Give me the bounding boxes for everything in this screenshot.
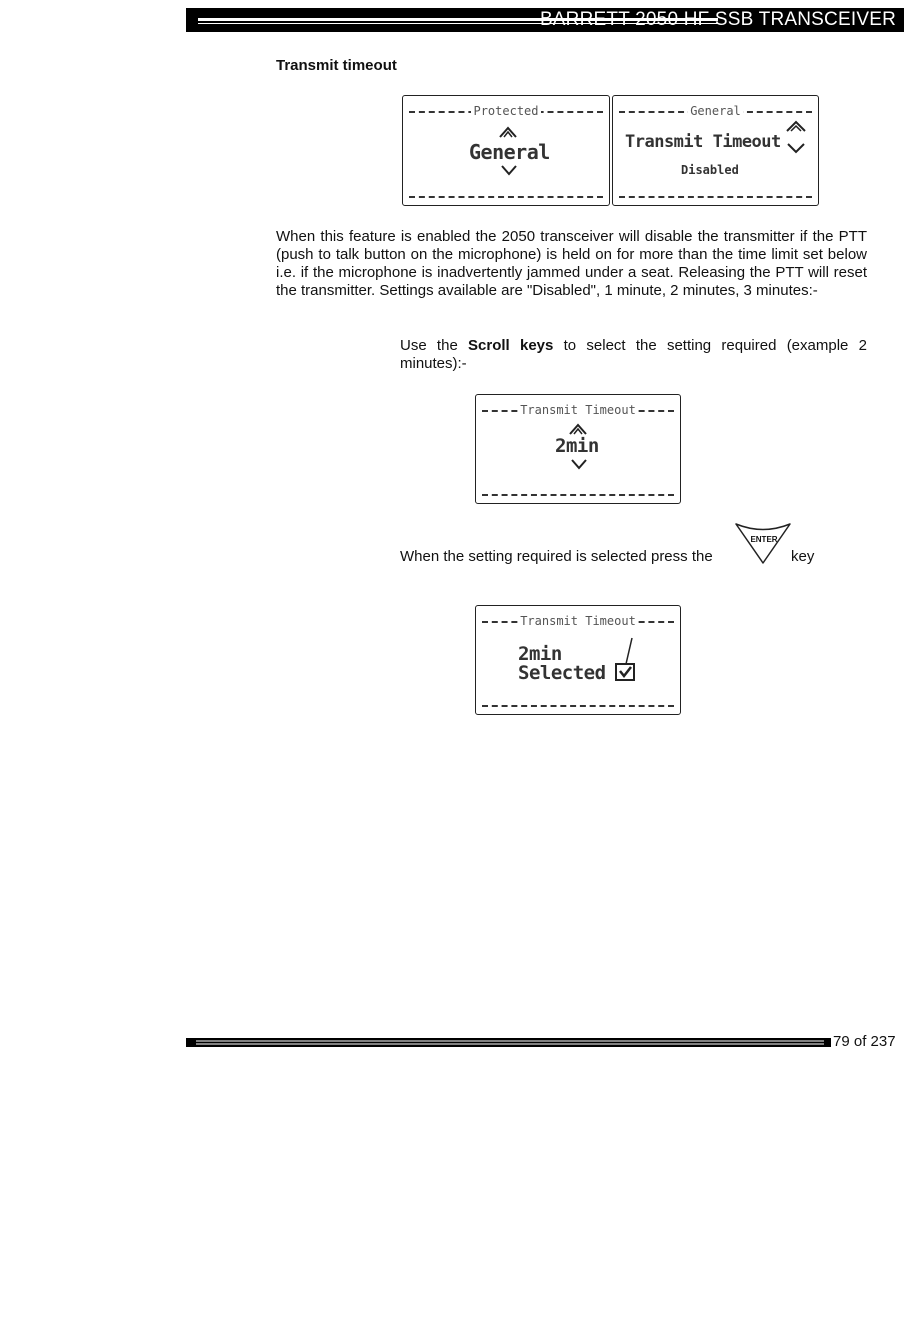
press-enter-text: When the setting required is selected press the xyxy=(400,548,713,565)
scroll-keys-label: Scroll keys xyxy=(468,337,554,354)
lcd-general-label: General xyxy=(690,104,741,118)
lcd-protected-label: Protected xyxy=(473,104,539,118)
checkmark-icon xyxy=(612,636,638,684)
scroll-down-icon xyxy=(501,165,517,176)
scroll-up-icon xyxy=(569,423,587,435)
lcd-general-value: Transmit Timeout xyxy=(625,132,781,152)
enter-key-label: ENTER xyxy=(750,535,778,544)
page-header xyxy=(186,8,904,32)
lcd-general-screen xyxy=(612,95,819,206)
description-paragraph: When this feature is enabled the 2050 transceiver will disable the transmitter if the PTT (push to talk button on the microphone) is held on for more than the time limit set below i.e. if the microphone is inadvertently jammed under a seat. Releasing the PTT will reset the transmitter. Settings available are "Disabled", 1 minute, 2 minutes, 3 minutes:- xyxy=(276,228,867,299)
scroll-up-down-icon xyxy=(785,120,807,154)
lcd-select-screen xyxy=(475,394,681,504)
enter-key-icon xyxy=(733,521,793,565)
lcd-protected-screen xyxy=(402,95,610,206)
header-title: BARRETT 2050 HF SSB TRANSCEIVER xyxy=(539,9,896,30)
lcd-select-label: Transmit Timeout xyxy=(520,403,636,417)
page-number: 79 of 237 xyxy=(833,1033,896,1050)
section-title: Transmit timeout xyxy=(276,57,397,74)
lcd-selected-screen xyxy=(475,605,681,715)
lcd-selected-value: 2min xyxy=(518,643,562,665)
instruction-paragraph: Use the Scroll keys to select the setting required (example 2 minutes):- xyxy=(400,337,867,372)
lcd-general-sub: Disabled xyxy=(681,163,739,177)
lcd-selected-label: Transmit Timeout xyxy=(520,614,636,628)
footer-rule xyxy=(186,1038,831,1047)
scroll-down-icon xyxy=(571,459,587,470)
lcd-select-value: 2min xyxy=(555,435,599,457)
lcd-protected-value: General xyxy=(469,140,550,164)
scroll-up-icon xyxy=(499,126,517,138)
lcd-selected-sub: Selected xyxy=(518,662,606,684)
press-key-text: key xyxy=(791,548,815,565)
